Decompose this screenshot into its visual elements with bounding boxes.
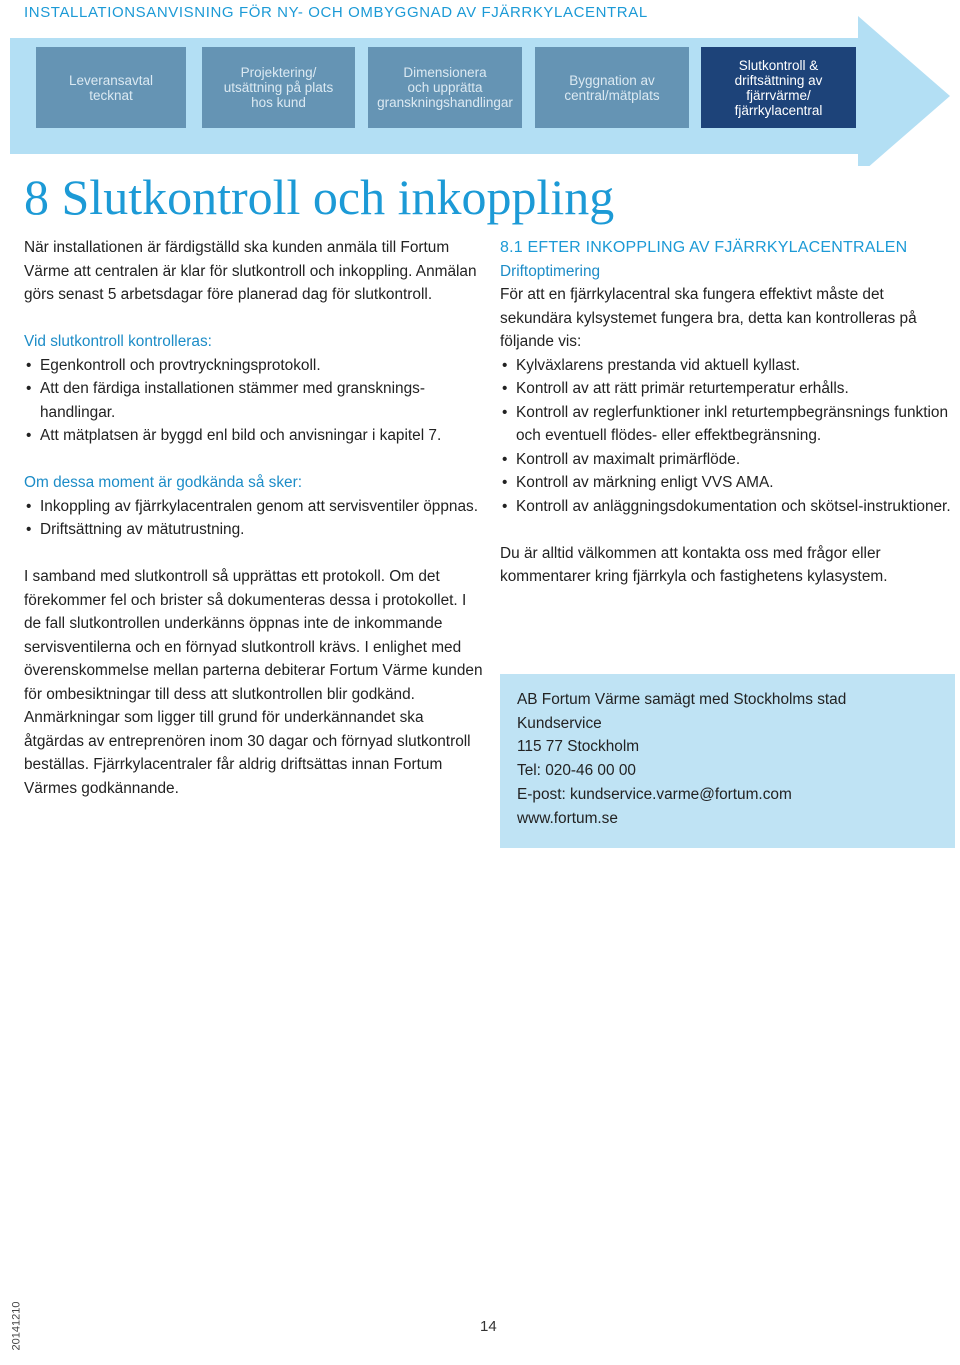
approved-heading: Om dessa moment är godkända så sker: xyxy=(24,474,303,491)
process-step-dimensionera: Dimensionera och upprätta granskningshandlingar xyxy=(368,47,522,128)
process-step-projektering: Projektering/ utsättning på plats hos kund xyxy=(202,47,355,128)
list-item: • Kontroll av maximalt primärflöde. xyxy=(500,448,952,472)
list-item: • Att mätplatsen är byggd enl bild och anvisningar i kapitel 7. xyxy=(24,424,484,448)
section-intro: För att en fjärrkylacentral ska fungera effektivt måste det sekundära kylsystemet fungera bra, detta kan kontrolleras på följande vis: xyxy=(500,286,917,350)
right-column xyxy=(500,236,952,589)
contact-company: AB Fortum Värme samägt med Stockholms stad xyxy=(517,691,847,708)
closing-paragraph: I samband med slutkontroll så upprättas ett protokoll. Om det förekommer fel och brister så dokumenteras dessa i protokollet. I de fall slutkontrollen underkänns öppnas inte de inkommande servisventilerna och en förnyad slutkontroll krävs. I enlighet med överenskommelse mellan parterna debiterar Fortum Värme kunden för ombesiktningar till dess att slutkontrollen blir godkänd. Anmärkningar som ligger till grund för underkännandet ska åtgärdas av entreprenören inom 30 dagar och förnyad slutkontroll beställas. Fjärrkylacentraler får aldrig driftsättas innan Fortum Värmes godkännande. xyxy=(24,568,483,797)
contact-email[interactable]: E-post: kundservice.varme@fortum.com xyxy=(517,785,792,803)
approved-list xyxy=(24,495,484,542)
contact-department: Kundservice xyxy=(517,714,602,732)
left-column xyxy=(24,236,484,824)
list-item: • Kontroll av anläggningsdokumentation och skötsel-instruktioner. xyxy=(500,495,952,519)
list-item: • Kylväxlarens prestanda vid aktuell kyllast. xyxy=(500,354,952,378)
contact-phone: Tel: 020-46 00 00 xyxy=(517,762,636,780)
process-step-byggnation: Byggnation av central/mätplats xyxy=(535,47,689,128)
list-item: • Egenkontroll och provtryckningsprotokoll. xyxy=(24,354,484,378)
optimization-list xyxy=(500,354,952,519)
section-heading: 8.1 EFTER INKOPPLING AV FJÄRRKYLACENTRALEN xyxy=(500,239,908,256)
list-item: • Inkoppling av fjärrkylacentralen genom att servisventiler öppnas. xyxy=(24,495,484,519)
process-step-slutkontroll-active: Slutkontroll & driftsättning av fjärrvärme/ fjärrkylacentral xyxy=(701,47,856,128)
section-subheading: Driftoptimering xyxy=(500,262,601,280)
list-item: • Kontroll av reglerfunktioner inkl returtempbegränsnings funktion och eventuell flödes- eller effektbegränsning. xyxy=(500,401,952,448)
document-header-title: INSTALLATIONSANVISNING FÖR NY- OCH OMBYGGNAD AV FJÄRRKYLACENTRAL xyxy=(24,4,648,21)
contact-note: Du är alltid välkommen att kontakta oss med frågor eller kommentarer kring fjärrkyla och fastighetens kylasystem. xyxy=(500,544,888,585)
list-item: • Kontroll av märkning enligt VVS AMA. xyxy=(500,471,952,495)
contact-website[interactable]: www.fortum.se xyxy=(517,809,618,827)
page-number: 14 xyxy=(480,1318,497,1335)
page-title: 8 Slutkontroll och inkoppling xyxy=(24,169,615,225)
process-step-leveransavtal: Leveransavtal tecknat xyxy=(36,47,186,128)
check-heading: Vid slutkontroll kontrolleras: xyxy=(24,333,212,350)
document-date-code: 20141210 xyxy=(10,1301,23,1351)
contact-box xyxy=(500,674,955,848)
contact-address: 115 77 Stockholm xyxy=(517,738,640,756)
list-item: • Driftsättning av mätutrustning. xyxy=(24,518,484,542)
list-item: • Att den färdiga installationen stämmer med gransknings-handlingar. xyxy=(24,377,484,424)
check-list xyxy=(24,354,484,448)
list-item: • Kontroll av att rätt primär returtemperatur erhålls. xyxy=(500,377,952,401)
intro-paragraph: När installationen är färdigställd ska kunden anmäla till Fortum Värme att centralen är klar för slutkontroll och inkoppling. Anmälan görs senast 5 arbetsdagar före planerad dag för slutkontroll. xyxy=(24,239,477,303)
